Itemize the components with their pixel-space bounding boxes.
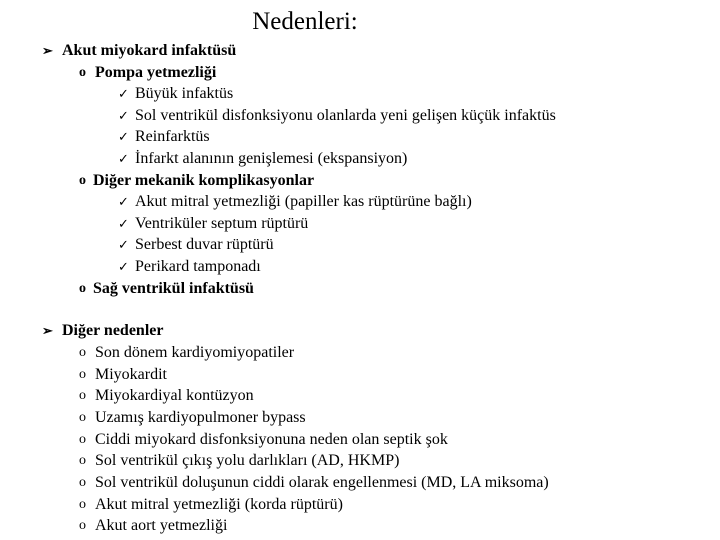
check-icon: ✓ (118, 194, 129, 209)
subheading-diger-mekanik: o Diğer mekanik komplikasyonlar (79, 172, 315, 189)
list-item: ✓ Sol ventrikül disfonksiyonu olanlarda yeni gelişen küçük infaktüs (118, 107, 556, 124)
list-item: ✓ Akut mitral yetmezliği (papiller kas rüptürüne bağlı) (118, 193, 472, 210)
circle-bullet-icon: o (79, 65, 86, 80)
arrow-bullet-icon: ➢ (42, 323, 53, 338)
list-item: o Miyokardit (79, 366, 167, 383)
list-item: o Akut aort yetmezliği (79, 517, 228, 534)
arrow-bullet-icon: ➢ (42, 43, 53, 58)
circle-bullet-icon: o (79, 388, 86, 403)
circle-bullet-icon: o (79, 410, 86, 425)
list-item: o Miyokardiyal kontüzyon (79, 387, 254, 404)
list-item: ✓ Serbest duvar rüptürü (118, 236, 274, 253)
section-heading-akut-mi: ➢ Akut miyokard infaktüsü (42, 42, 237, 59)
list-item: ✓ Perikard tamponadı (118, 258, 261, 275)
list-item: o Ciddi miyokard disfonksiyonuna neden olan septik şok (79, 431, 448, 448)
list-item: ✓ Reinfarktüs (118, 128, 210, 145)
circle-bullet-icon: o (79, 367, 86, 382)
subheading-sag-ventrikul: o Sağ ventrikül infaktüsü (79, 280, 254, 297)
check-icon: ✓ (118, 86, 129, 101)
check-icon: ✓ (118, 237, 129, 252)
list-item: ✓ İnfarkt alanının genişlemesi (ekspansiyon) (118, 150, 408, 167)
page-title: Nedenleri: (252, 8, 358, 35)
list-item: o Akut mitral yetmezliği (korda rüptürü) (79, 496, 343, 513)
list-item: o Sol ventrikül çıkış yolu darlıkları (AD, HKMP) (79, 452, 400, 469)
circle-bullet-icon: o (79, 475, 86, 490)
check-icon: ✓ (118, 259, 129, 274)
check-icon: ✓ (118, 129, 129, 144)
list-item: o Uzamış kardiyopulmoner bypass (79, 409, 306, 426)
circle-bullet-icon: o (79, 453, 86, 468)
circle-bullet-icon: o (79, 432, 86, 447)
subheading-pompa-yetmezligi: o Pompa yetmezliği (79, 64, 217, 81)
circle-bullet-icon: o (79, 281, 86, 296)
list-item: ✓ Büyük infaktüs (118, 85, 234, 102)
list-item: ✓ Ventriküler septum rüptürü (118, 215, 309, 232)
list-item: o Sol ventrikül doluşunun ciddi olarak engellenmesi (MD, LA miksoma) (79, 474, 549, 491)
list-item: o Son dönem kardiyomiyopatiler (79, 344, 295, 361)
circle-bullet-icon: o (79, 497, 86, 512)
circle-bullet-icon: o (79, 345, 86, 360)
circle-bullet-icon: o (79, 518, 86, 533)
circle-bullet-icon: o (79, 173, 86, 188)
section-heading-diger-nedenler: ➢ Diğer nedenler (42, 322, 164, 339)
check-icon: ✓ (118, 108, 129, 123)
check-icon: ✓ (118, 216, 129, 231)
check-icon: ✓ (118, 151, 129, 166)
